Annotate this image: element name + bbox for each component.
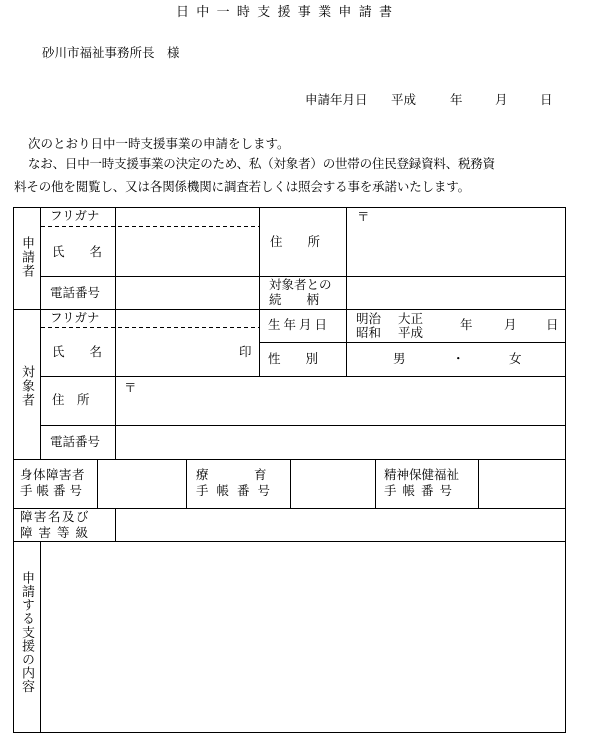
- era-heisei: 平成: [398, 325, 424, 340]
- birth-day-label: 日: [546, 317, 559, 332]
- mental-handbook-label-1: 精神保健福祉: [384, 467, 460, 482]
- intro-line-2: なお、日中一時支援事業の決定のため、私（対象者）の世帯の住民登録資料、税務資: [28, 156, 495, 171]
- subject-address-label: 住 所: [52, 392, 90, 407]
- addressee: 砂川市福祉事務所長 様: [42, 45, 180, 60]
- applicant-name-label: 氏 名: [52, 244, 103, 259]
- document-title: 日中一時支援事業申請書: [176, 5, 400, 20]
- disability-label-2: 障害等級: [20, 525, 95, 540]
- ryoiku-handbook-label-2: 手帳番号: [196, 483, 279, 498]
- era-showa: 昭和: [356, 325, 382, 340]
- subject-phone-label: 電話番号: [50, 434, 101, 449]
- applicant-relation-label-1: 対象者との: [269, 277, 332, 292]
- era-taisho: 大正: [398, 311, 424, 326]
- subject-name-label: 氏 名: [52, 344, 103, 359]
- gender-label: 性 別: [268, 351, 319, 366]
- physical-handbook-label-2: 手帳番号: [20, 483, 87, 498]
- date-month-label: 月: [495, 92, 508, 107]
- gender-female: 女: [509, 351, 522, 366]
- birth-month-label: 月: [504, 317, 517, 332]
- gender-male: 男: [393, 351, 406, 366]
- subject-postal-mark: 〒: [124, 380, 137, 395]
- date-era: 平成: [391, 92, 417, 107]
- mental-handbook-label-2: 手帳番号: [384, 483, 459, 498]
- birthdate-label: 生年月日: [268, 317, 331, 332]
- date-year-label: 年: [450, 92, 463, 107]
- era-meiji: 明治: [356, 311, 382, 326]
- birth-year-label: 年: [460, 317, 473, 332]
- gender-separator: ・: [452, 351, 465, 366]
- applicant-phone-label: 電話番号: [50, 285, 101, 300]
- date-day-label: 日: [540, 92, 553, 107]
- physical-handbook-label-1: 身体障害者: [20, 467, 86, 482]
- applicant-postal-mark: 〒: [357, 209, 370, 224]
- disability-label-1: 障害名及び: [20, 509, 91, 524]
- applicant-section-label: 申請者: [19, 236, 34, 278]
- intro-line-1: 次のとおり日中一時支援事業の申請をします。: [28, 136, 290, 151]
- support-content-label: 申請する支援の内容: [19, 571, 34, 694]
- date-label: 申請年月日: [305, 92, 368, 107]
- subject-furigana-label: フリガナ: [50, 310, 100, 325]
- applicant-relation-label-2: 続 柄: [269, 292, 320, 307]
- subject-section-label: 対象者: [19, 365, 34, 407]
- intro-line-3: 料その他を閲覧し、又は各関係機関に調査若しくは照会する事を承諾いたします。: [14, 179, 470, 194]
- applicant-furigana-label: フリガナ: [50, 208, 100, 223]
- ryoiku-handbook-label-1: 療 育: [196, 467, 269, 482]
- applicant-address-label: 住 所: [270, 234, 321, 249]
- seal-mark: 印: [239, 344, 252, 359]
